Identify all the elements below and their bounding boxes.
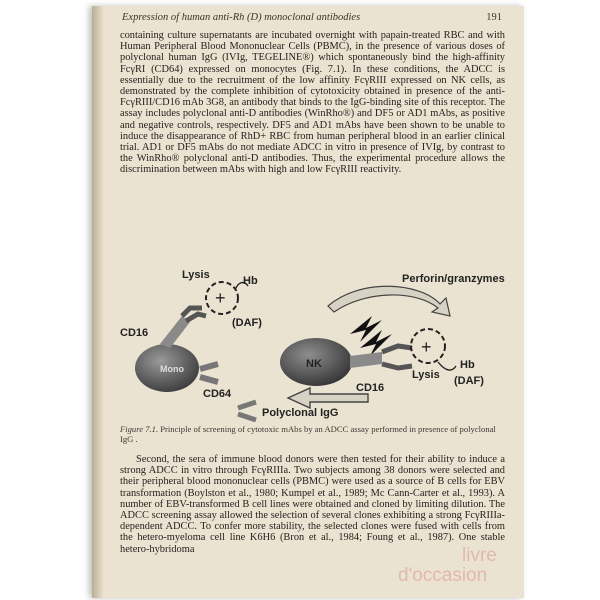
figure-caption bbox=[120, 424, 505, 444]
cd64-label: CD64 bbox=[203, 388, 232, 400]
perforin-label: Perforin/granzymes bbox=[402, 273, 505, 285]
plus-sign-right: + bbox=[421, 337, 432, 357]
antibody-left bbox=[182, 308, 206, 321]
watermark bbox=[398, 546, 524, 586]
body-paragraph-1: containing culture supernatants are incubated overnight with papain-treated RBC and with Human Peripheral Blood Mononuclear Cells (PBMC), in the presence of various doses of polyclonal human IgG (IVIg, TEGELINE®) which spontaneously bind the high-affinity FcγRI (CD64) expressed on monocytes (Fig. 7.1). In these conditions, the ADCC is essentially due to the recruitment of the low affinity FcγRIII expressed on NK cells, as demonstrated by the complete inhibition of cytotoxicity obtained in presence of the anti-FcγRIII/CD16 mAb 3G8, an antibody that binds to the IgG-binding site of this receptor. The assay includes polyclonal anti-D antibodies (WinRho®) and DF5 or AD1 mAbs, as positive and negative controls, respectively. DF5 and AD1 mAbs have been shown to be unable to induce the disappearance of RhD+ RBC from human peripheral blood in an earlier clinical trial. AD1 or DF5 mAbs do not mediate ADCC in vitro in presence of IVIg, by contrast to the WinRho® polyclonal anti-D antibodies. Thus, the experimental procedure allows the discrimination between mAbs with high and low FcγRIII reactivity. bbox=[120, 30, 505, 176]
watermark-line-2: d'occasion bbox=[398, 565, 488, 586]
chapter-title: Expression of human anti-Rh (D) monoclonal antibodies bbox=[122, 12, 361, 23]
antibody-right bbox=[382, 346, 412, 368]
perforin-arrow bbox=[328, 286, 450, 316]
adcc-diagram bbox=[120, 264, 510, 422]
lysis-right-label: Lysis bbox=[412, 369, 440, 381]
book-page bbox=[92, 6, 524, 598]
hb-left-label: Hb bbox=[243, 275, 258, 287]
lysis-left-label: Lysis bbox=[182, 269, 210, 281]
watermark-line-1: livre bbox=[462, 545, 497, 566]
cd16-right-label: CD16 bbox=[356, 382, 385, 394]
caption-text: Principle of screening of cytotoxic mAbs by an ADCC assay performed in presence of polyclonal IgG . bbox=[120, 424, 496, 444]
page-number: 191 bbox=[486, 12, 502, 23]
hb-right-arrow bbox=[438, 362, 456, 370]
daf-right-label: (DAF) bbox=[454, 375, 484, 387]
hb-right-label: Hb bbox=[460, 359, 475, 371]
page-gutter-shadow bbox=[92, 6, 104, 598]
cd16-receptor-right bbox=[350, 352, 382, 368]
polyclonal-igg-icon bbox=[238, 402, 256, 420]
mono-label: Mono bbox=[160, 364, 184, 374]
running-head bbox=[122, 12, 502, 30]
cd16-receptor-left bbox=[160, 316, 190, 348]
caption-label: Figure 7.1. bbox=[120, 424, 159, 434]
cd16-left-label: CD16 bbox=[120, 327, 149, 339]
daf-left-label: (DAF) bbox=[232, 317, 262, 329]
body-paragraph-2: Second, the sera of immune blood donors were then tested for their ability to induce a strong ADCC in vitro through FcγRIIIa. Two subjects among 38 donors were selected and their peripheral blood mononuclear cells (PBMC) were used as a source of B cells for EBV transformation (Boylston et al., 1980; Kumpel et al., 1989; Mc Cann-Carter et al., 1993). A number of EBV-transformed B cell lines were obtained and cloned by limiting dilution. The ADCC screening assay allowed the selection of several clones exhibiting a strong FcγRIIIa-dependent ADCC. To confer more stability, the selected clones were fused with cells from the hetero-myeloma cell line K6H6 (Bron et al., 1984; Foung et al., 1987). One stable hetero-hybridoma bbox=[120, 454, 505, 555]
plus-sign-left: + bbox=[215, 288, 226, 308]
polyclonal-igg-label: Polyclonal IgG bbox=[262, 407, 339, 419]
figure-7-1 bbox=[120, 264, 510, 422]
nk-label: NK bbox=[306, 358, 322, 370]
cd64-receptor bbox=[200, 364, 218, 382]
